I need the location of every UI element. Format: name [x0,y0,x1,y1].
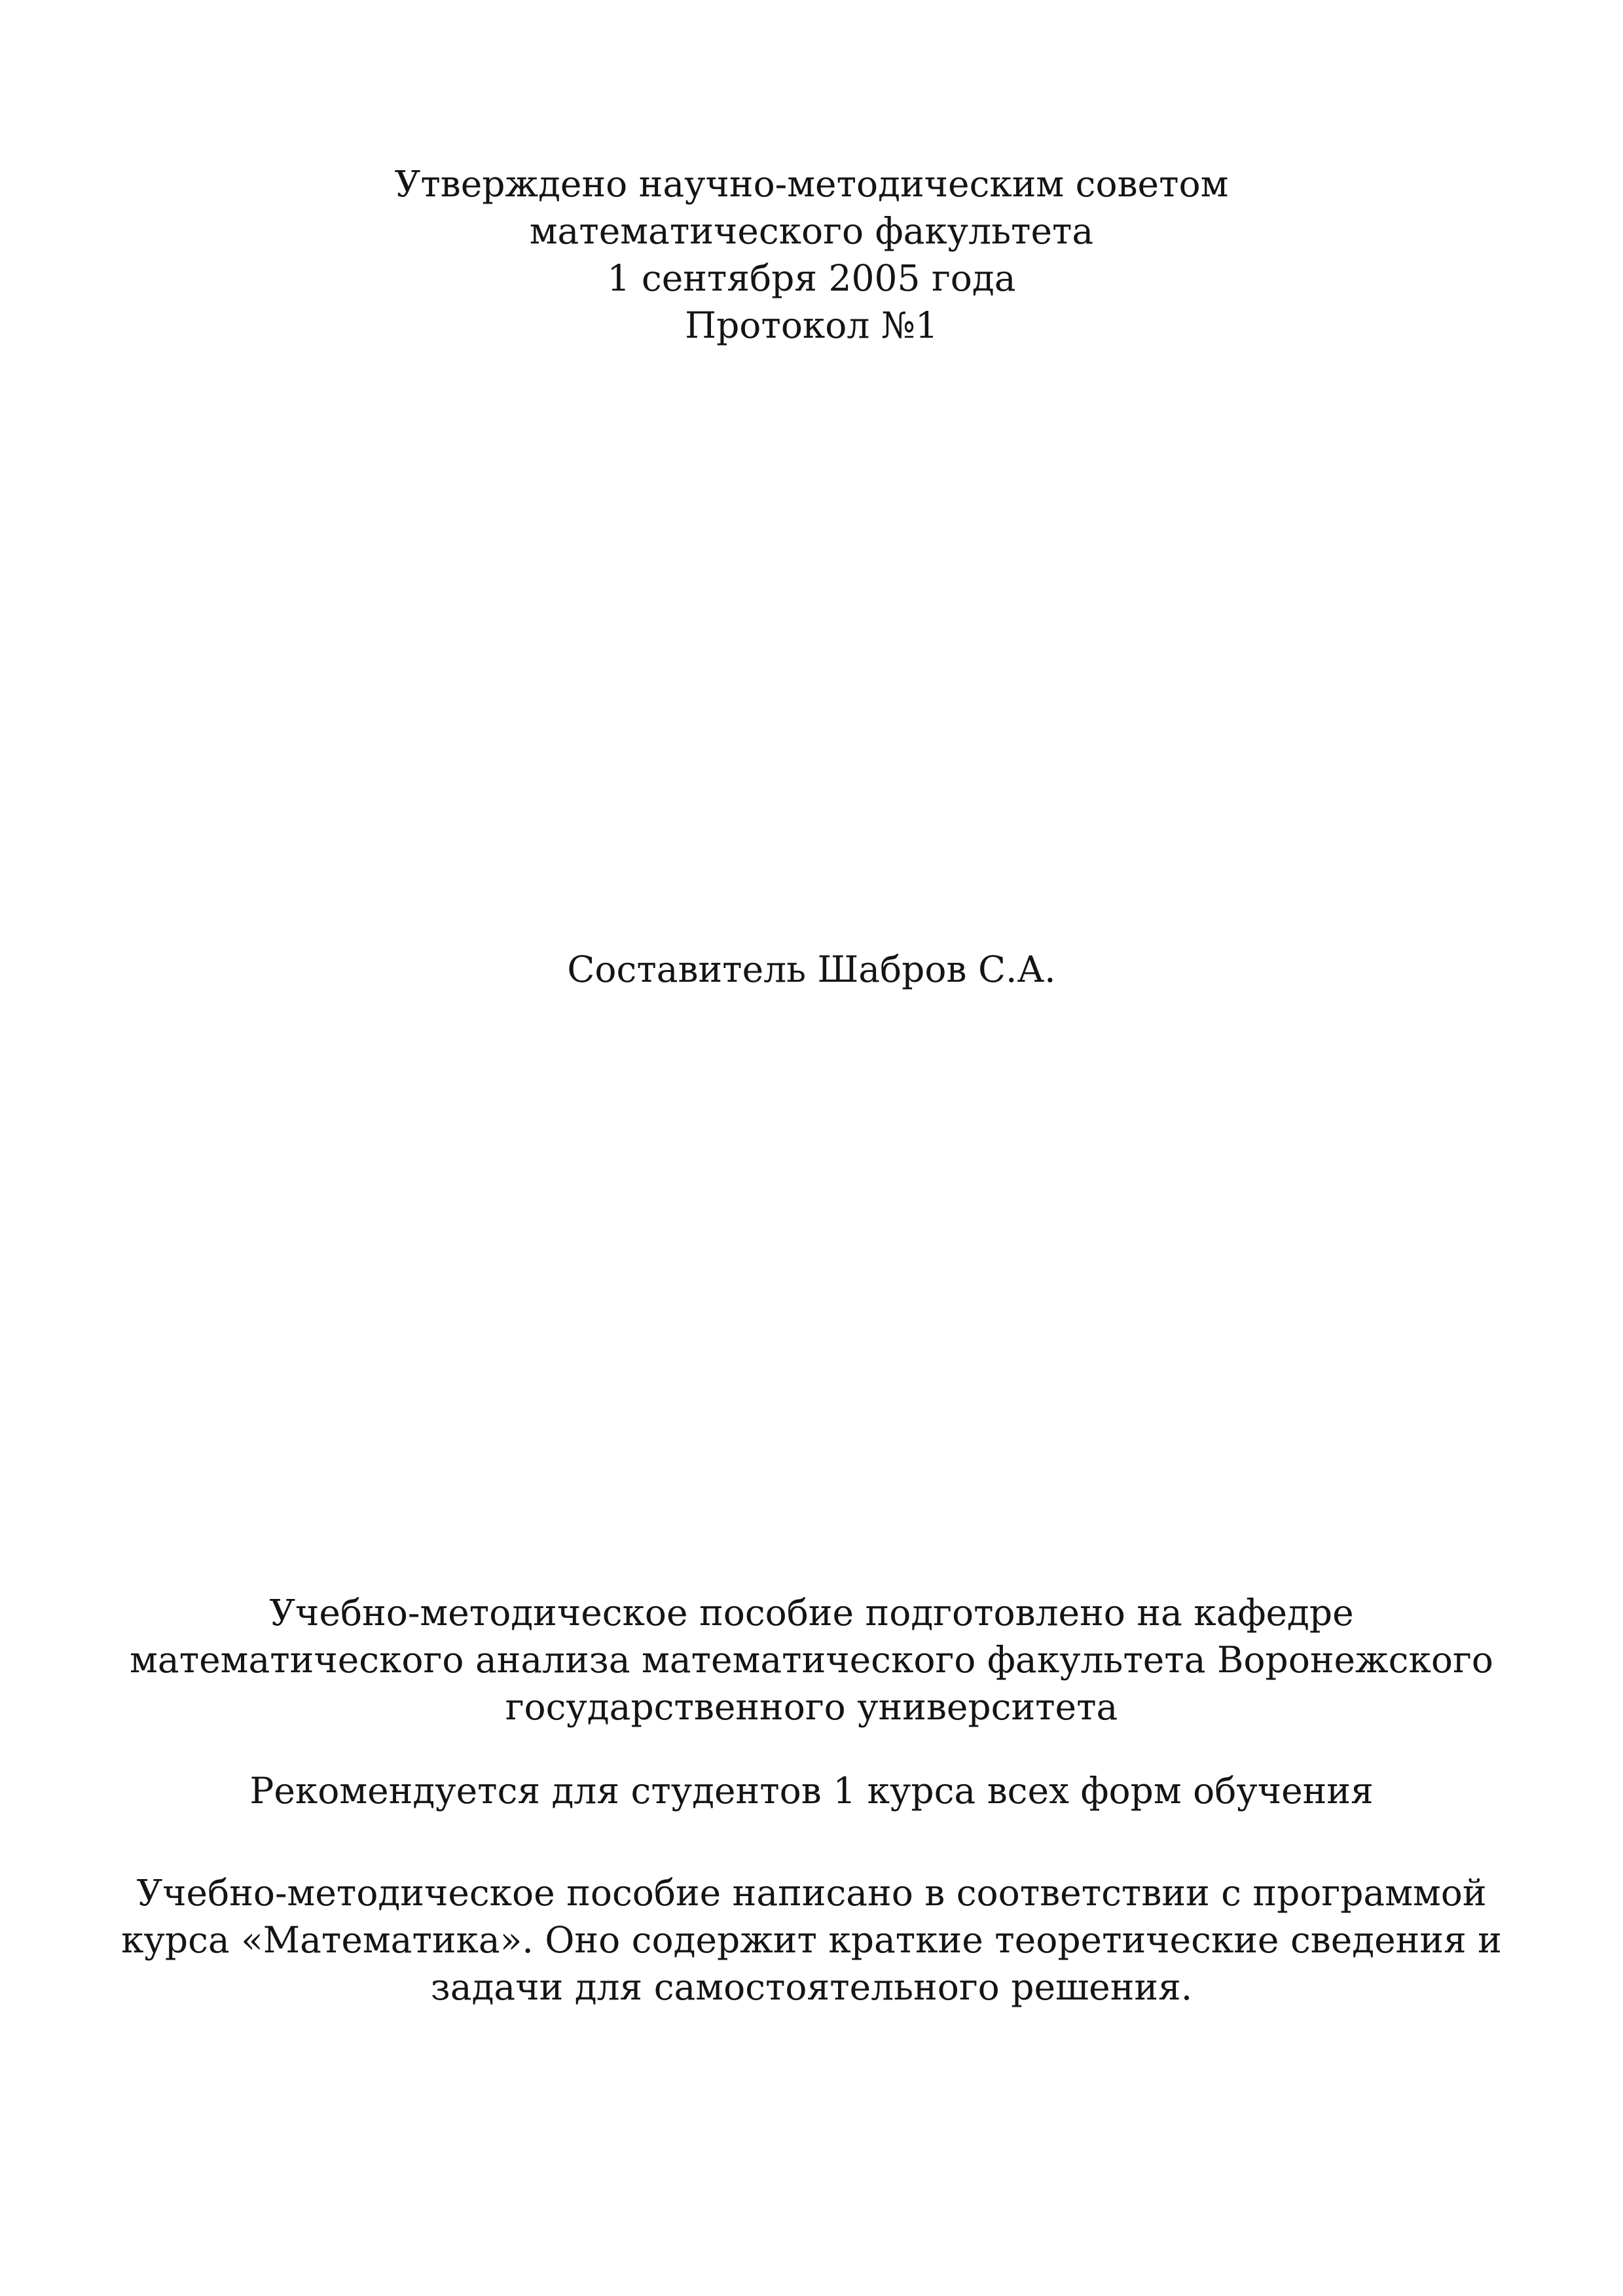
prepared-line: Учебно-методическое пособие подготовлено на кафедре [269,1592,1354,1634]
recommendation-block [0,1767,1623,1814]
approval-block [0,160,1623,349]
description-line: задачи для самостоятельного решения. [430,1966,1193,2008]
approval-line: математического факультета [529,210,1094,252]
prepared-line: математического анализа математического факультета Воронежского [130,1639,1493,1681]
description-block [0,1869,1623,2011]
approval-line: Утверждено научно-методическим советом [394,163,1229,205]
description-line: курса «Математика». Оно содержит краткие теоретические сведения и [121,1919,1502,1961]
description-line: Учебно-методическое пособие написано в соответствии с программой [136,1872,1487,1914]
approval-date: 1 сентября 2005 года [607,257,1016,299]
compiler-block [0,946,1623,993]
compiler-name: Составитель Шабров С.А. [567,948,1056,990]
protocol-number: Протокол №1 [685,304,938,346]
prepared-line: государственного университета [505,1686,1118,1728]
recommendation-text: Рекомендуется для студентов 1 курса всех форм обучения [249,1770,1374,1812]
prepared-at-block [0,1589,1623,1731]
